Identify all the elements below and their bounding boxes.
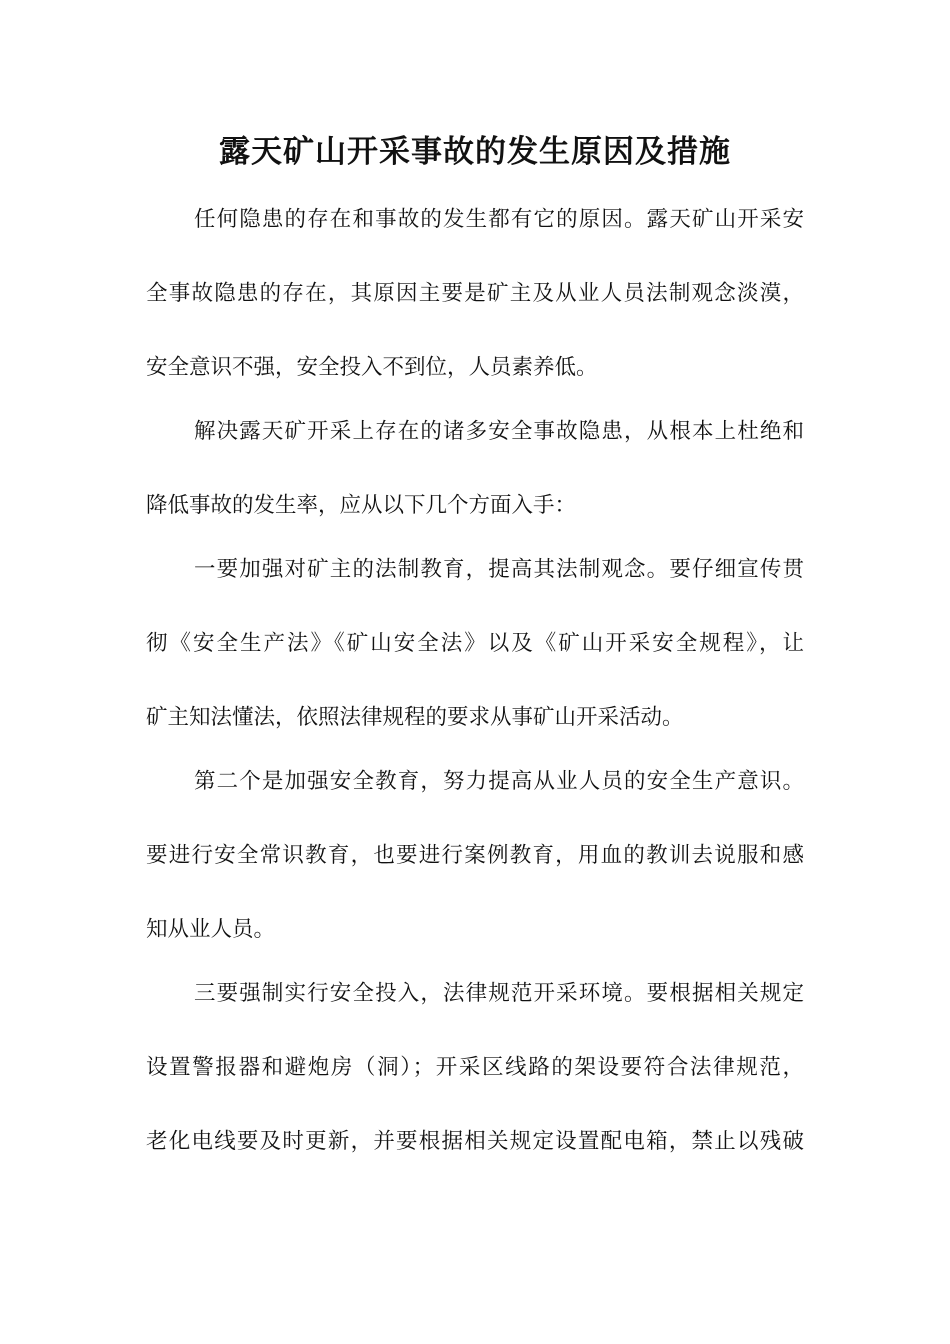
paragraph-line: 设置警报器和避炮房（洞）；开采区线路的架设要符合法律规范，	[146, 1055, 804, 1080]
paragraph-line: 三要强制实行安全投入，法律规范开采环境。要根据相关规定	[194, 981, 804, 1006]
paragraph-line: 任何隐患的存在和事故的发生都有它的原因。露天矿山开采安	[194, 207, 804, 232]
page-title: 露天矿山开采事故的发生原因及措施	[219, 134, 731, 170]
paragraph-line: 老化电线要及时更新，并要根据相关规定设置配电箱，禁止以残破	[146, 1129, 804, 1154]
paragraph-line: 全事故隐患的存在，其原因主要是矿主及从业人员法制观念淡漠，	[146, 281, 804, 306]
paragraph-line: 知从业人员。	[146, 917, 276, 942]
paragraph-line: 解决露天矿开采上存在的诸多安全事故隐患，从根本上杜绝和	[194, 419, 804, 444]
paragraph-line: 一要加强对矿主的法制教育，提高其法制观念。要仔细宣传贯	[194, 557, 804, 582]
paragraph-line: 矿主知法懂法，依照法律规程的要求从事矿山开采活动。	[146, 705, 684, 730]
paragraph-line: 降低事故的发生率，应从以下几个方面入手：	[146, 493, 577, 518]
paragraph-line: 要进行安全常识教育，也要进行案例教育，用血的教训去说服和感	[146, 843, 804, 868]
paragraph-line: 安全意识不强，安全投入不到位，人员素养低。	[146, 355, 598, 380]
paragraph-line: 第二个是加强安全教育，努力提高从业人员的安全生产意识。	[194, 769, 804, 794]
paragraph-line: 彻《安全生产法》《矿山安全法》以及《矿山开采安全规程》，让	[146, 631, 804, 656]
